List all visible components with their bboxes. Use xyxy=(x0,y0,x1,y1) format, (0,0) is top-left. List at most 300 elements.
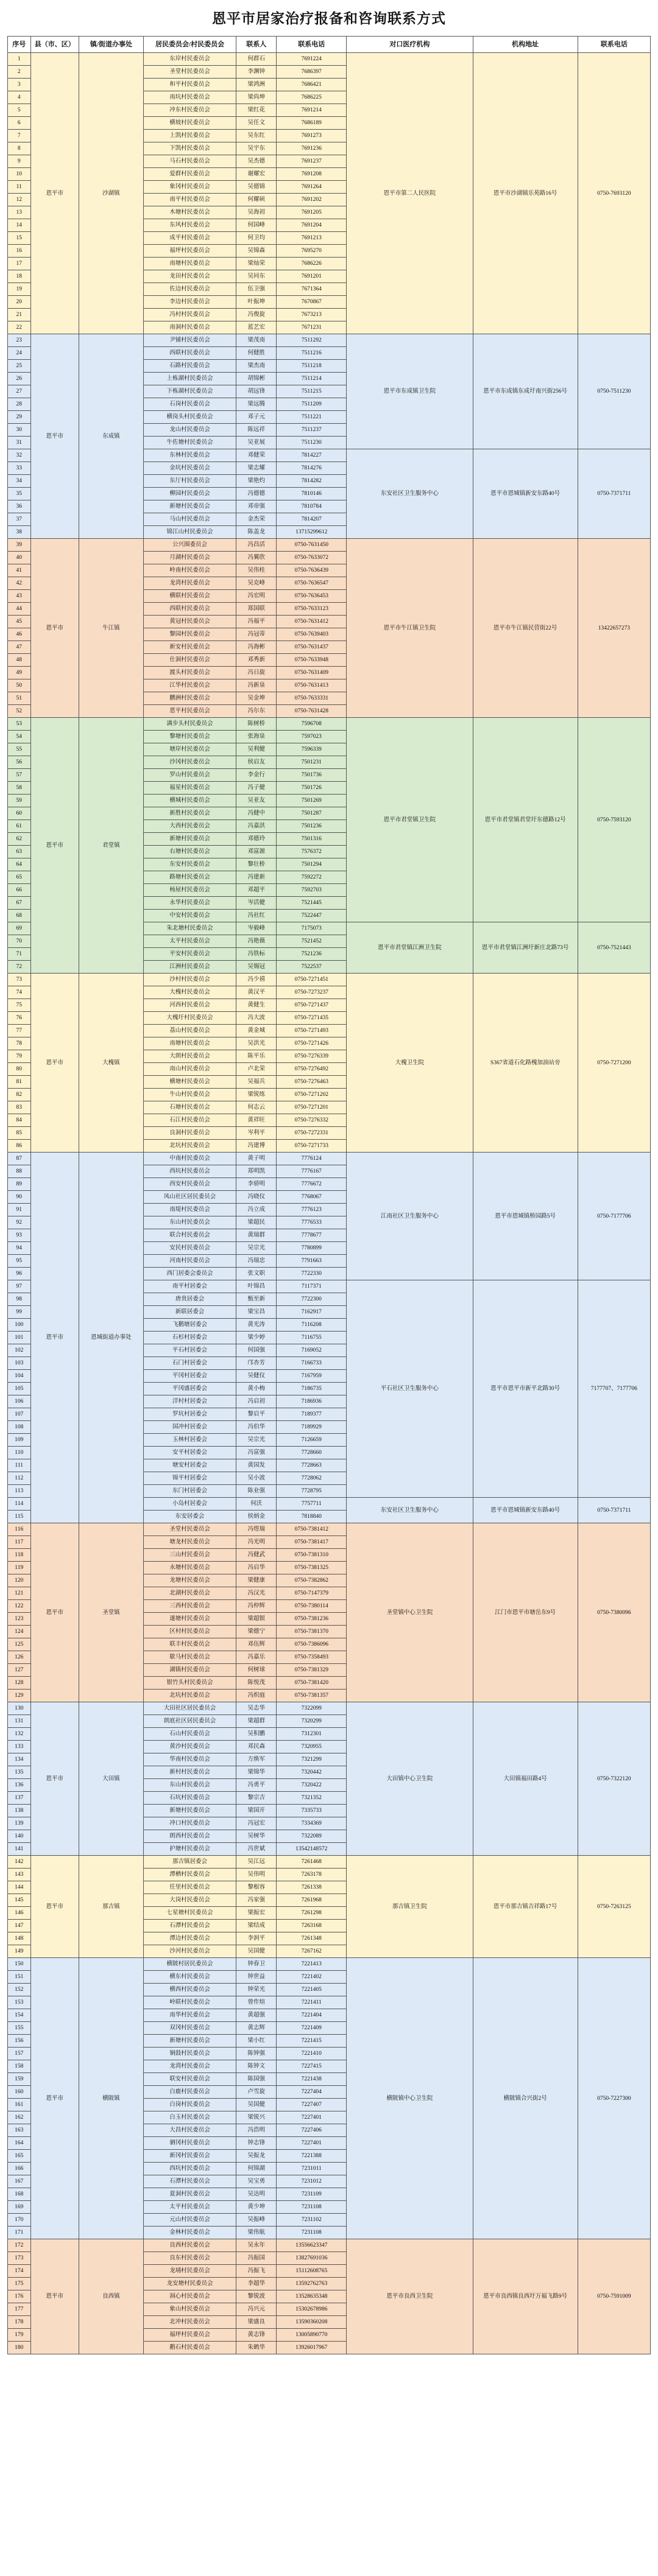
row-index: 5 xyxy=(8,104,31,117)
institution-address-cell: 恩平市那吉镇吉祥路17号 xyxy=(473,1856,578,1958)
contact-person-cell: 冯振飞 xyxy=(236,2265,277,2278)
row-index: 28 xyxy=(8,398,31,411)
contact-phone-cell: 7261348 xyxy=(277,1932,347,1945)
row-index: 18 xyxy=(8,270,31,283)
row-index: 71 xyxy=(8,948,31,961)
institution-phone-cell: 0750-7227300 xyxy=(578,1958,650,2239)
page xyxy=(7,0,651,2359)
committee-cell: 中南村民委员会 xyxy=(143,1153,236,1165)
contact-person-cell: 冯大波 xyxy=(236,1012,277,1025)
contact-person-cell: 邓富源 xyxy=(236,846,277,858)
institution-address-cell: 恩平市恩城镇新安东路40号 xyxy=(473,449,578,539)
contact-phone-cell: 7776167 xyxy=(277,1165,347,1178)
contact-person-cell: 张海泉 xyxy=(236,731,277,743)
institution-phone-cell: 13422657273 xyxy=(578,539,650,718)
row-index: 84 xyxy=(8,1114,31,1127)
contact-phone-cell: 7814282 xyxy=(277,475,347,488)
contact-person-cell: 吴国健 xyxy=(236,2099,277,2111)
contact-phone-cell: 0750-7380114 xyxy=(277,1600,347,1613)
col-header-address: 机构地址 xyxy=(473,37,578,53)
committee-cell: 白鹿村民委员会 xyxy=(143,2086,236,2099)
col-header-index: 序号 xyxy=(8,37,31,53)
committee-cell: 石塘村民委员会 xyxy=(143,1101,236,1114)
committee-cell: 西坑村民委员会 xyxy=(143,2163,236,2175)
committee-cell: 新胜村民委员会 xyxy=(143,807,236,820)
row-index: 88 xyxy=(8,1165,31,1178)
committee-cell: 区村村民委员会 xyxy=(143,1626,236,1638)
row-index: 79 xyxy=(8,1050,31,1063)
committee-cell: 玉林村居委会 xyxy=(143,1434,236,1447)
contact-phone-cell: 7501726 xyxy=(277,782,347,795)
contact-phone-cell: 0750-7636547 xyxy=(277,577,347,590)
row-index: 173 xyxy=(8,2252,31,2265)
table-row xyxy=(8,1856,651,1869)
committee-cell: 石路村民委员会 xyxy=(143,360,236,373)
committee-cell: 木塘村民委员会 xyxy=(143,206,236,219)
contact-phone-cell: 7522447 xyxy=(277,910,347,922)
institution-address-cell: 恩平市恩平市新平北路30号 xyxy=(473,1280,578,1498)
contact-phone-cell: 7728660 xyxy=(277,1447,347,1459)
contact-phone-cell: 7227401 xyxy=(277,2111,347,2124)
row-index: 14 xyxy=(8,219,31,232)
contact-person-cell: 冯健武 xyxy=(236,1549,277,1562)
row-index: 17 xyxy=(8,258,31,270)
committee-cell: 横城村民委员会 xyxy=(143,795,236,807)
committee-cell: 锦江山村民委员会 xyxy=(143,526,236,539)
committee-cell: 路塘村民委员会 xyxy=(143,871,236,884)
contact-phone-cell: 0750-7381329 xyxy=(277,1664,347,1677)
contact-person-cell: 邓子元 xyxy=(236,411,277,424)
committee-cell: 锦平村居委会 xyxy=(143,1472,236,1485)
row-index: 87 xyxy=(8,1153,31,1165)
contact-person-cell: 梁杰南 xyxy=(236,360,277,373)
row-index: 125 xyxy=(8,1638,31,1651)
contact-person-cell: 邓伍辉 xyxy=(236,1638,277,1651)
contact-phone-cell: 7511230 xyxy=(277,437,347,449)
committee-cell: 新安村民委员会 xyxy=(143,641,236,654)
row-index: 118 xyxy=(8,1549,31,1562)
row-index: 140 xyxy=(8,1830,31,1843)
contact-person-cell: 吴任文 xyxy=(236,117,277,130)
institution-address-cell: 恩平市东成镇东成圩南兴街256号 xyxy=(473,334,578,449)
row-index: 24 xyxy=(8,347,31,360)
institution-phone-cell: 0750-7593120 xyxy=(578,718,650,922)
committee-cell: 洞心村民委员会 xyxy=(143,2290,236,2303)
contact-phone-cell: 7691204 xyxy=(277,219,347,232)
contact-phone-cell: 7521236 xyxy=(277,948,347,961)
row-index: 1 xyxy=(8,53,31,66)
committee-cell: 西坑村民委员会 xyxy=(143,1165,236,1178)
committee-cell: 石山村民委员会 xyxy=(143,1728,236,1741)
committee-cell: 龙湾村民委员会 xyxy=(143,2060,236,2073)
committee-cell: 安平村居委会 xyxy=(143,1447,236,1459)
contact-phone-cell: 7116208 xyxy=(277,1319,347,1332)
contact-phone-cell: 0750-7272331 xyxy=(277,1127,347,1140)
contact-person-cell: 何耀硕 xyxy=(236,194,277,206)
row-index: 142 xyxy=(8,1856,31,1869)
contact-phone-cell: 0750-7633123 xyxy=(277,603,347,616)
committee-cell: 罗山村民委员会 xyxy=(143,769,236,782)
contact-phone-cell: 7322089 xyxy=(277,1830,347,1843)
committee-cell: 恩平村民委员会 xyxy=(143,705,236,718)
committee-cell: 月湖村民委员会 xyxy=(143,552,236,564)
contact-phone-cell: 0750-7382862 xyxy=(277,1574,347,1587)
contact-phone-cell: 7695270 xyxy=(277,245,347,258)
town-cell: 君堂镇 xyxy=(79,718,143,974)
institution-address-cell: 恩平市恩城镇桥园路5号 xyxy=(473,1153,578,1280)
contact-person-cell: 吴积鹏 xyxy=(236,1728,277,1741)
committee-cell: 南山村民委员会 xyxy=(143,1063,236,1076)
contact-person-cell: 岑利平 xyxy=(236,1127,277,1140)
contact-phone-cell: 7596339 xyxy=(277,743,347,756)
contact-person-cell: 李润平 xyxy=(236,1932,277,1945)
contact-phone-cell: 7597023 xyxy=(277,731,347,743)
contact-phone-cell: 7227404 xyxy=(277,2086,347,2099)
contact-phone-cell: 7776124 xyxy=(277,1153,347,1165)
committee-cell: 夏洞村民委员会 xyxy=(143,2188,236,2201)
contact-person-cell: 李金行 xyxy=(236,769,277,782)
contact-phone-cell: 7686225 xyxy=(277,91,347,104)
row-index: 52 xyxy=(8,705,31,718)
contact-person-cell: 何志云 xyxy=(236,1101,277,1114)
contact-phone-cell: 13528635348 xyxy=(277,2290,347,2303)
row-index: 11 xyxy=(8,181,31,194)
contact-phone-cell: 0750-7381370 xyxy=(277,1626,347,1638)
row-index: 114 xyxy=(8,1498,31,1511)
table-row xyxy=(8,539,651,552)
row-index: 92 xyxy=(8,1216,31,1229)
contact-person-cell: 邓超平 xyxy=(236,884,277,897)
committee-cell: 驷冈村民委员会 xyxy=(143,2137,236,2150)
row-index: 9 xyxy=(8,155,31,168)
row-index: 68 xyxy=(8,910,31,922)
contact-phone-cell: 7511216 xyxy=(277,347,347,360)
committee-cell: 南平村居委会 xyxy=(143,1280,236,1293)
county-cell: 恩平市 xyxy=(30,334,79,539)
row-index: 31 xyxy=(8,437,31,449)
contact-person-cell: 郑国联 xyxy=(236,603,277,616)
contact-person-cell: 冯建博 xyxy=(236,1140,277,1153)
committee-cell: 北湖村民委员会 xyxy=(143,1587,236,1600)
row-index: 136 xyxy=(8,1779,31,1792)
committee-cell: 黎塘村民委员会 xyxy=(143,731,236,743)
town-cell: 圣堂镇 xyxy=(79,1523,143,1702)
contact-phone-cell: 7231102 xyxy=(277,2214,347,2227)
contact-phone-cell: 0750-7271437 xyxy=(277,999,347,1012)
table-row xyxy=(8,1153,651,1165)
committee-cell: 石潭村民委员会 xyxy=(143,1920,236,1932)
row-index: 95 xyxy=(8,1255,31,1268)
committee-cell: 公兴围委员会 xyxy=(143,539,236,552)
contact-phone-cell: 7263178 xyxy=(277,1869,347,1881)
contact-person-cell: 梁少婷 xyxy=(236,1332,277,1344)
committee-cell: 罗坑村居委会 xyxy=(143,1408,236,1421)
contact-person-cell: 吴国健 xyxy=(236,1945,277,1958)
contact-person-cell: 吴小波 xyxy=(236,1472,277,1485)
committee-cell: 东门村居委会 xyxy=(143,1485,236,1498)
contact-person-cell: 吴德锦 xyxy=(236,181,277,194)
contact-person-cell: 梁盛良 xyxy=(236,2316,277,2329)
committee-cell: 黄冠村民委员会 xyxy=(143,616,236,628)
institution-address-cell: 恩平市沙湖镇乐苑路16号 xyxy=(473,53,578,334)
county-cell: 恩平市 xyxy=(30,2239,79,2354)
table-row xyxy=(8,718,651,731)
committee-cell: 石潭村民委员会 xyxy=(143,2175,236,2188)
contact-phone-cell: 7511209 xyxy=(277,398,347,411)
contact-phone-cell: 7780899 xyxy=(277,1242,347,1255)
row-index: 149 xyxy=(8,1945,31,1958)
contact-phone-cell: 7231011 xyxy=(277,2163,347,2175)
contact-phone-cell: 7818840 xyxy=(277,1511,347,1523)
contact-phone-cell: 0750-7636439 xyxy=(277,564,347,577)
contact-phone-cell: 7691237 xyxy=(277,155,347,168)
row-index: 98 xyxy=(8,1293,31,1306)
contact-person-cell: 冯海彬 xyxy=(236,641,277,654)
contact-phone-cell: 7691214 xyxy=(277,104,347,117)
row-index: 69 xyxy=(8,922,31,935)
county-cell: 恩平市 xyxy=(30,539,79,718)
contact-person-cell: 吴振龙 xyxy=(236,2150,277,2163)
contact-person-cell: 吴达明 xyxy=(236,2188,277,2201)
institution-cell: 恩平市牛江镇卫生院 xyxy=(347,539,473,718)
contact-person-cell: 冯尔东 xyxy=(236,705,277,718)
contact-person-cell: 冯嘉乐 xyxy=(236,1651,277,1664)
row-index: 43 xyxy=(8,590,31,603)
col-header-town: 镇/街道办事处 xyxy=(79,37,143,53)
row-index: 143 xyxy=(8,1869,31,1881)
committee-cell: 上栋湖村民委员会 xyxy=(143,373,236,385)
contact-person-cell: 梁小红 xyxy=(236,2035,277,2048)
contact-phone-cell: 0750-7358493 xyxy=(277,1651,347,1664)
row-index: 65 xyxy=(8,871,31,884)
contact-person-cell: 叶振坤 xyxy=(236,296,277,309)
contact-person-cell: 冯兴元 xyxy=(236,2303,277,2316)
contact-person-cell: 梁尚坤 xyxy=(236,91,277,104)
row-index: 178 xyxy=(8,2316,31,2329)
contact-person-cell: 邓民森 xyxy=(236,1741,277,1753)
county-cell: 恩平市 xyxy=(30,1702,79,1856)
contact-person-cell: 吴振峰 xyxy=(236,2214,277,2227)
contact-person-cell: 冯少禧 xyxy=(236,974,277,986)
contact-person-cell: 卢雪旋 xyxy=(236,2086,277,2099)
contact-phone-cell: 7722330 xyxy=(277,1268,347,1280)
contact-person-cell: 钟志锋 xyxy=(236,2137,277,2150)
committee-cell: 大田社区居民委员会 xyxy=(143,1702,236,1715)
contact-person-cell: 黄光涛 xyxy=(236,1319,277,1332)
committee-cell: 东安村民委员会 xyxy=(143,858,236,871)
contact-person-cell: 郑明凯 xyxy=(236,1165,277,1178)
row-index: 133 xyxy=(8,1741,31,1753)
table-row xyxy=(8,974,651,986)
committee-cell: 龙山村民委员会 xyxy=(143,424,236,437)
table-row xyxy=(8,1523,651,1536)
contact-phone-cell: 0750-7273237 xyxy=(277,986,347,999)
row-index: 130 xyxy=(8,1702,31,1715)
contact-person-cell: 冯新泉 xyxy=(236,679,277,692)
contact-phone-cell: 7334369 xyxy=(277,1817,347,1830)
contact-person-cell: 冯炽庭 xyxy=(236,1690,277,1702)
contact-person-cell: 陈平乐 xyxy=(236,1050,277,1063)
contact-phone-cell: 7221438 xyxy=(277,2073,347,2086)
row-index: 119 xyxy=(8,1562,31,1574)
contact-person-cell: 梁超银 xyxy=(236,1613,277,1626)
contact-person-cell: 梁振宏 xyxy=(236,1907,277,1920)
contact-phone-cell: 7501269 xyxy=(277,795,347,807)
contact-phone-cell: 7227406 xyxy=(277,2124,347,2137)
institution-address-cell: 恩平市君堂镇君堂圩东德路12号 xyxy=(473,718,578,922)
county-cell: 恩平市 xyxy=(30,1958,79,2239)
table-row xyxy=(8,1702,651,1715)
contact-person-cell: 吴海初 xyxy=(236,206,277,219)
contact-phone-cell: 7261298 xyxy=(277,1907,347,1920)
committee-cell: 平安村民委员会 xyxy=(143,948,236,961)
committee-cell: 塘岸村民委员会 xyxy=(143,743,236,756)
committee-cell: 李边村民委员会 xyxy=(143,296,236,309)
committee-cell: 满步头村民委员会 xyxy=(143,718,236,731)
committee-cell: 平石村居委会 xyxy=(143,1344,236,1357)
row-index: 50 xyxy=(8,679,31,692)
row-index: 100 xyxy=(8,1319,31,1332)
contact-phone-cell: 7691273 xyxy=(277,130,347,142)
row-index: 77 xyxy=(8,1025,31,1037)
row-index: 121 xyxy=(8,1587,31,1600)
row-index: 138 xyxy=(8,1805,31,1817)
contact-person-cell: 冯煜瑞 xyxy=(236,1523,277,1536)
contact-phone-cell: 7166733 xyxy=(277,1357,347,1370)
row-index: 134 xyxy=(8,1753,31,1766)
row-index: 132 xyxy=(8,1728,31,1741)
committee-cell: 石坑村民委员会 xyxy=(143,1792,236,1805)
town-cell: 大田镇 xyxy=(79,1702,143,1856)
contact-phone-cell: 13827691036 xyxy=(277,2252,347,2265)
contact-person-cell: 何国强 xyxy=(236,1344,277,1357)
row-index: 12 xyxy=(8,194,31,206)
contact-phone-cell: 7791663 xyxy=(277,1255,347,1268)
contact-phone-cell: 7691205 xyxy=(277,206,347,219)
committee-cell: 朱北塘村民委员会 xyxy=(143,922,236,935)
row-index: 109 xyxy=(8,1434,31,1447)
contact-phone-cell: 7501316 xyxy=(277,833,347,846)
row-index: 112 xyxy=(8,1472,31,1485)
contact-phone-cell: 7186735 xyxy=(277,1383,347,1395)
contact-phone-cell: 7757711 xyxy=(277,1498,347,1511)
contact-phone-cell: 0750-7636453 xyxy=(277,590,347,603)
committee-cell: 塘安村居委会 xyxy=(143,1459,236,1472)
row-index: 160 xyxy=(8,2086,31,2099)
contact-person-cell: 梁宝昌 xyxy=(236,1306,277,1319)
committee-cell: 圣堂村民委员会 xyxy=(143,66,236,79)
contact-phone-cell: 7511218 xyxy=(277,360,347,373)
county-cell: 恩平市 xyxy=(30,974,79,1153)
committee-cell: 南华村民委员会 xyxy=(143,2009,236,2022)
row-index: 166 xyxy=(8,2163,31,2175)
col-header-phone: 联系电话 xyxy=(277,37,347,53)
row-index: 124 xyxy=(8,1626,31,1638)
contact-person-cell: 侯炳金 xyxy=(236,1511,277,1523)
contact-person-cell: 梁德宁 xyxy=(236,1626,277,1638)
row-index: 23 xyxy=(8,334,31,347)
contact-person-cell: 吴克峰 xyxy=(236,577,277,590)
committee-cell: 福坪村民委员会 xyxy=(143,2329,236,2342)
contact-person-cell: 陈钟强 xyxy=(236,2048,277,2060)
committee-cell: 西门居委会委员会 xyxy=(143,1268,236,1280)
contact-phone-cell: 7592703 xyxy=(277,884,347,897)
institution-cell: 横陂镇中心卫生院 xyxy=(347,1958,473,2239)
institution-address-cell: 恩平市君堂镇江洲圩新庄北路73号 xyxy=(473,922,578,974)
row-index: 25 xyxy=(8,360,31,373)
contact-person-cell: 吴洪光 xyxy=(236,1037,277,1050)
contact-phone-cell: 7189929 xyxy=(277,1421,347,1434)
row-index: 111 xyxy=(8,1459,31,1472)
contact-phone-cell: 7673213 xyxy=(277,309,347,321)
contact-phone-cell: 0750-7381420 xyxy=(277,1677,347,1690)
contact-person-cell: 冯健中 xyxy=(236,807,277,820)
row-index: 108 xyxy=(8,1421,31,1434)
contact-person-cell: 冯瑞忠 xyxy=(236,1255,277,1268)
contact-phone-cell: 0750-7381236 xyxy=(277,1613,347,1626)
committee-cell: 联安村民委员会 xyxy=(143,2073,236,2086)
contact-person-cell: 吴利健 xyxy=(236,743,277,756)
committee-cell: 荔山村民委员会 xyxy=(143,1025,236,1037)
row-index: 19 xyxy=(8,283,31,296)
contact-person-cell: 冯世斌 xyxy=(236,1843,277,1856)
contact-phone-cell: 7169052 xyxy=(277,1344,347,1357)
row-index: 164 xyxy=(8,2137,31,2150)
contact-phone-cell: 7261968 xyxy=(277,1894,347,1907)
row-index: 89 xyxy=(8,1178,31,1191)
committee-cell: 大岗村民委员会 xyxy=(143,1894,236,1907)
committee-cell: 龙安塘村民委员会 xyxy=(143,2278,236,2290)
contact-person-cell: 冯社红 xyxy=(236,910,277,922)
county-cell: 恩平市 xyxy=(30,718,79,974)
committee-cell: 新塘村民委员会 xyxy=(143,2035,236,2048)
contact-phone-cell: 7231012 xyxy=(277,2175,347,2188)
contact-person-cell: 黎锐波 xyxy=(236,2290,277,2303)
contact-phone-cell: 7221405 xyxy=(277,1984,347,1996)
committee-cell: 新联居委会 xyxy=(143,1306,236,1319)
row-index: 37 xyxy=(8,513,31,526)
contact-phone-cell: 7501231 xyxy=(277,756,347,769)
contact-person-cell: 梁志耀 xyxy=(236,462,277,475)
row-index: 85 xyxy=(8,1127,31,1140)
contact-person-cell: 陈悦茂 xyxy=(236,1677,277,1690)
committee-cell: 河西村民委员会 xyxy=(143,999,236,1012)
contact-person-cell: 冯光明 xyxy=(236,1536,277,1549)
row-index: 172 xyxy=(8,2239,31,2252)
contact-phone-cell: 7592272 xyxy=(277,871,347,884)
contact-person-cell: 梁茂南 xyxy=(236,334,277,347)
contact-phone-cell: 7186936 xyxy=(277,1395,347,1408)
institution-cell: 恩平市君堂镇江洲卫生院 xyxy=(347,922,473,974)
contact-phone-cell: 0750-7271201 xyxy=(277,1101,347,1114)
contact-person-cell: 黄少坤 xyxy=(236,2201,277,2214)
institution-address-cell: 横陂镇合兴街2号 xyxy=(473,1958,578,2239)
row-index: 41 xyxy=(8,564,31,577)
town-cell: 大槐镇 xyxy=(79,974,143,1153)
row-index: 27 xyxy=(8,385,31,398)
row-index: 81 xyxy=(8,1076,31,1089)
town-cell: 横陂镇 xyxy=(79,1958,143,2239)
row-index: 155 xyxy=(8,2022,31,2035)
committee-cell: 元山村民委员会 xyxy=(143,2214,236,2227)
contact-phone-cell: 7686421 xyxy=(277,79,347,91)
institution-phone-cell: 0750-7591009 xyxy=(578,2239,650,2354)
contact-person-cell: 吴锡冠 xyxy=(236,961,277,974)
contact-phone-cell: 7320442 xyxy=(277,1766,347,1779)
committee-cell: 石岗村民委员会 xyxy=(143,398,236,411)
contact-phone-cell: 7221402 xyxy=(277,1971,347,1984)
contact-person-cell: 吴志华 xyxy=(236,1702,277,1715)
